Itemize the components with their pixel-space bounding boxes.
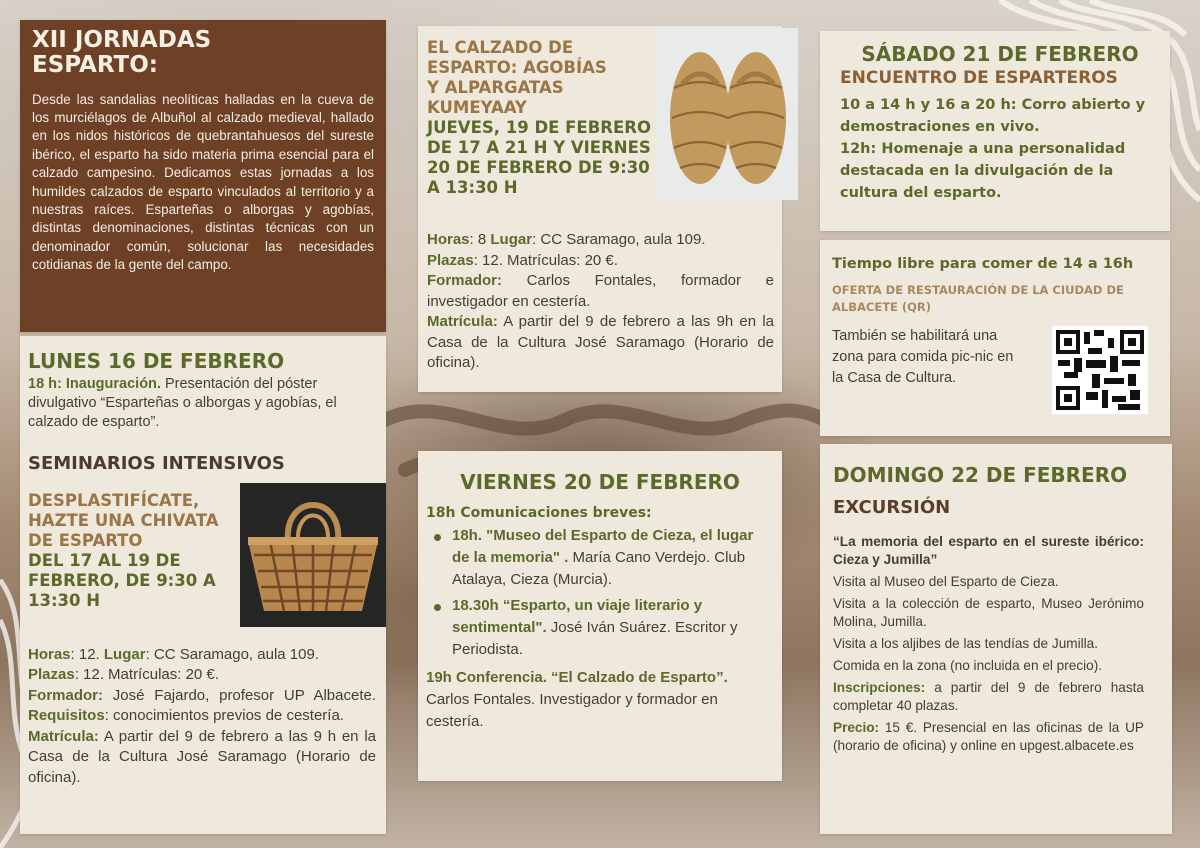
friday-conference — [426, 667, 774, 733]
horas-value: : 12. — [70, 645, 104, 663]
calzado-horas-label: Horas — [427, 231, 470, 248]
sandals-photo — [656, 28, 798, 200]
monday-opening-text: Presentación del póster divulgativo “Esparteñas o alborgas y agobías, el calzado de esparto”. — [28, 376, 337, 431]
calzado-matricula-label: Matrícula: — [427, 313, 498, 330]
calzado-panel — [418, 26, 782, 392]
talk1-speaker: María Cano Verdejo. Club Atalaya, Cieza (Murcia). — [452, 549, 746, 589]
lugar-value: : CC Saramago, aula 109. — [145, 645, 319, 663]
chivata-details — [28, 645, 376, 789]
lunch-text: También se habilitará una zona para comida pic-nic en la Casa de Cultura. — [832, 328, 1014, 387]
visit-museo-cieza: Visita al Museo del Esparto de Cieza. — [833, 573, 1059, 589]
calzado-plazas-value: : 12. Matrículas: 20 €. — [473, 251, 618, 269]
calzado-title-line4: KUMEYAAY — [427, 98, 527, 117]
calzado-title-line1: EL CALZADO DE — [427, 38, 574, 57]
saturday-subtitle: ENCUENTRO DE ESPARTEROS — [840, 68, 1118, 89]
calzado-title-line2: ESPARTO: AGOBÍAS — [427, 58, 607, 77]
requisitos-value: : conocimientos previos de cestería. — [104, 707, 344, 725]
intro-text: Desde las sandalias neolíticas halladas en la cueva de los murciélagos de Albuñol al calzado medieval, hallado en los nidos históricos de quebrantahuesos del sureste ibérico, el esparto ha sido materia prima esencial para el calzado campesino. Dedicamos estas jornadas a los humildes calzados de esparto vinculados al territorio y a nuestras raíces. Esparteñas o alborgas y agobías, distintas denominaciones, distintas técnicas con un denominador común, solucionar las necesidades cotidianas de la gente del campo. — [32, 91, 374, 273]
matricula-label: Matrícula: — [28, 727, 99, 745]
saturday-line1 — [840, 94, 1160, 138]
sunday-panel — [820, 444, 1172, 834]
visit-coleccion: Visita a la colección de esparto, Museo Jerónimo Molina, Jumilla. — [833, 595, 1144, 629]
calzado-formador-value: Carlos Fontales, formador e investigador en cestería. — [427, 272, 774, 310]
talk2-title: 18.30h “Esparto, un viaje literario y sentimental". — [452, 597, 703, 637]
saturday-line2: 12h: Homenaje a una personalidad destacada en la divulgación de la cultura del esparto. — [840, 141, 1126, 202]
calzado-dates: JUEVES, 19 DE FEBRERO DE 17 A 21 H Y VIERNES 20 DE FEBRERO DE 9:30 A 13:30 H — [427, 118, 651, 197]
calzado-formador — [427, 271, 774, 312]
excursion-heading: EXCURSIÓN — [833, 497, 951, 519]
lunch-panel — [820, 240, 1170, 436]
qr-code-icon[interactable] — [1052, 326, 1148, 414]
formador-label: Formador: — [28, 686, 103, 704]
sunday-details — [833, 533, 1144, 755]
chivata-title-line2: HAZTE UNA CHIVATA — [28, 510, 219, 530]
chivata-hours-place — [28, 645, 376, 666]
talk2-speaker: José Iván Suárez. Escritor y Periodista. — [452, 619, 738, 659]
calzado-details — [427, 230, 774, 374]
inscripciones-value: a partir del 9 de febrero hasta completar 40 plazas. — [833, 679, 1144, 713]
friday-comms-heading: 18h Comunicaciones breves: — [426, 505, 652, 522]
saturday-activity: : Corro abierto y demostraciones en vivo. — [840, 97, 1146, 136]
sunday-date: DOMINGO 22 DE FEBRERO — [833, 463, 1128, 487]
requisitos-label: Requisitos — [28, 707, 105, 725]
saturday-date: SÁBADO 21 DE FEBRERO — [861, 42, 1139, 66]
friday-panel — [418, 451, 782, 781]
monday-opening — [28, 375, 376, 432]
intro-title-line1: XII JORNADAS — [32, 27, 212, 53]
friday-date: VIERNES 20 DE FEBRERO — [460, 470, 740, 494]
horas-label: Horas — [28, 645, 71, 663]
conference-speaker: Carlos Fontales. Investigador y formador en cestería. — [426, 691, 718, 731]
saturday-hours: 10 a 14 h y 16 a 20 h — [840, 97, 1011, 114]
friday-talks — [426, 525, 774, 661]
conference-title: 19h Conferencia. “El Calzado de Esparto”. — [426, 669, 728, 687]
calzado-formador-label: Formador: — [427, 272, 502, 289]
calzado-hours-place — [427, 230, 774, 251]
calzado-plazas — [427, 251, 774, 272]
chivata-title-line3: DE ESPARTO — [28, 530, 143, 550]
basket-image — [240, 483, 386, 627]
lunch-title: Tiempo libre para comer de 14 a 16h — [832, 256, 1134, 272]
calzado-lugar-label: Lugar — [490, 231, 533, 248]
chivata-plazas — [28, 665, 376, 686]
sandals-image — [656, 28, 798, 200]
matricula-value: A partir del 9 de febrero a las 9 h en la Casa de la Cultura José Saramago (Horario de oficina). — [28, 727, 376, 786]
intro-title — [32, 28, 374, 79]
calzado-horas-value: : 8 — [469, 231, 491, 248]
precio-label: Precio: — [833, 719, 880, 735]
monday-panel — [20, 336, 386, 834]
calzado-title-line3: Y ALPARGATAS — [427, 78, 564, 97]
lunch-offer: OFERTA DE RESTAURACIÓN DE LA CIUDAD DE ALBACETE (QR) — [832, 283, 1124, 315]
talk-item — [426, 595, 774, 661]
precio-value: 15 €. Presencial en las oficinas de la UP (horario de oficina) y online en upgest.albacete.es — [833, 719, 1144, 753]
formador-value: José Fajardo, profesor UP Albacete. — [103, 686, 376, 704]
monday-date: LUNES 16 DE FEBRERO — [28, 349, 285, 373]
excursion-quote: “La memoria del esparto en el sureste ibérico: Cieza y Jumilla” — [833, 533, 1144, 567]
chivata-title-line1: DESPLASTIFÍCATE, — [28, 490, 200, 510]
inscripciones — [833, 679, 1144, 715]
calzado-matricula-value: A partir del 9 de febrero a las 9h en la Casa de la Cultura José Saramago (Horario de oficina). — [427, 313, 774, 371]
saturday-panel — [820, 31, 1170, 231]
inscripciones-label: Inscripciones: — [833, 679, 926, 695]
chivata-matricula — [28, 727, 376, 789]
lugar-label: Lugar — [103, 645, 146, 663]
seminarios-heading: SEMINARIOS INTENSIVOS — [28, 453, 285, 475]
visit-aljibes: Visita a los aljibes de las tendías de Jumilla. — [833, 635, 1098, 651]
talk-item — [426, 525, 774, 591]
intro-panel — [20, 20, 386, 332]
plazas-value: : 12. Matrículas: 20 €. — [74, 666, 219, 684]
calzado-header — [427, 38, 774, 224]
monday-opening-time: 18 h: Inauguración. — [28, 376, 161, 393]
basket-photo — [240, 483, 386, 627]
calzado-lugar-value: : CC Saramago, aula 109. — [532, 231, 706, 248]
calzado-matricula — [427, 312, 774, 374]
chivata-formador — [28, 686, 376, 727]
talk1-title: 18h. "Museo del Esparto de Cieza, el lugar de la memoria" . — [452, 527, 754, 567]
intro-title-line2: ESPARTO: — [32, 52, 158, 79]
calzado-plazas-label: Plazas — [427, 251, 474, 269]
plazas-label: Plazas — [28, 666, 75, 684]
precio — [833, 719, 1144, 755]
chivata-dates: DEL 17 AL 19 DE FEBRERO, DE 9:30 A 13:30 H — [28, 550, 216, 610]
lunch-note: Comida en la zona (no incluida en el precio). — [833, 657, 1103, 673]
chivata-course — [28, 491, 376, 639]
